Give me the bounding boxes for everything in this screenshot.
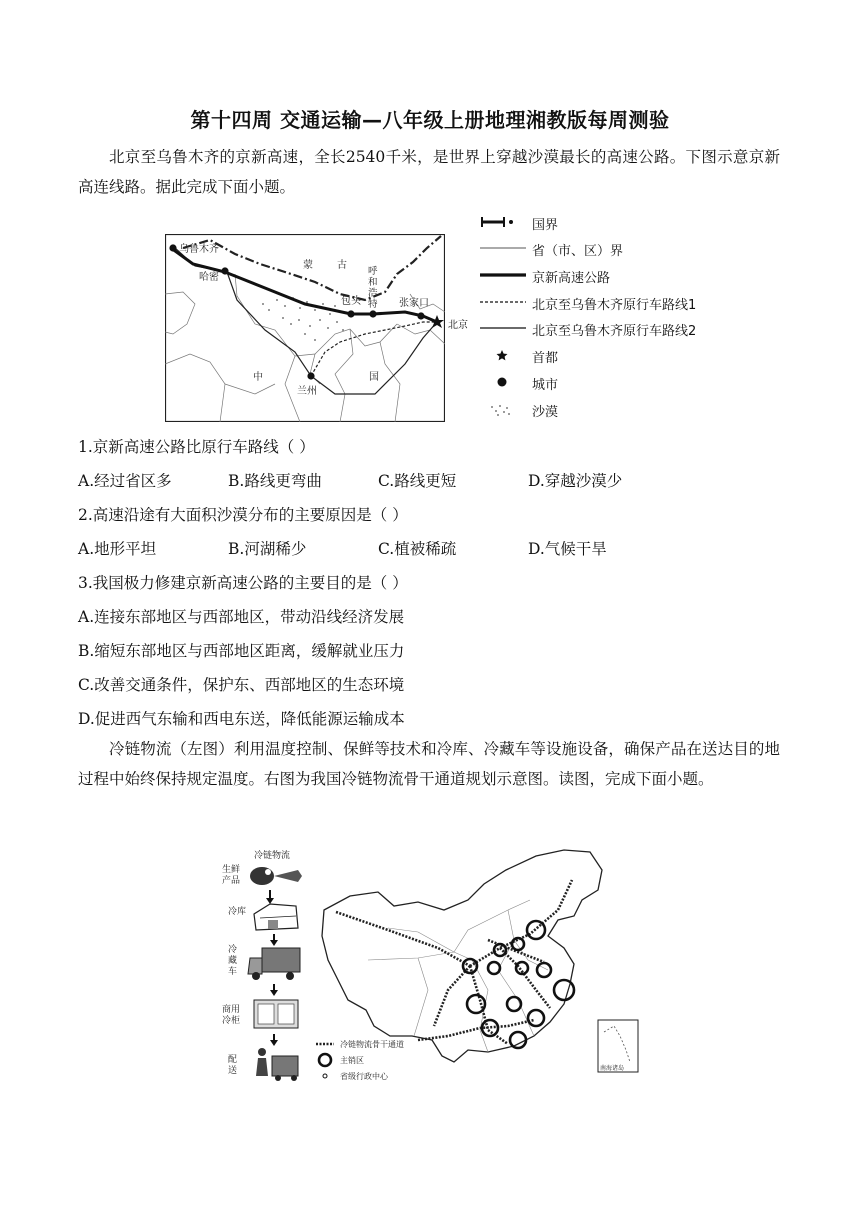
q3-option-a: A.连接东部地区与西部地区，带动沿线经济发展 — [78, 608, 405, 626]
svg-text:浩: 浩 — [368, 288, 378, 299]
legend-item — [478, 345, 738, 365]
step-fresh-produce: 生鲜 — [222, 865, 241, 875]
step-commercial-freezer: 商用 — [222, 1005, 241, 1015]
legend-label: 首都 — [532, 351, 559, 366]
legend-item — [478, 265, 738, 285]
svg-text:冷柜: 冷柜 — [222, 1016, 241, 1026]
svg-text:和: 和 — [368, 277, 378, 288]
svg-text:呼: 呼 — [368, 266, 378, 277]
legend-label: 北京至乌鲁木齐原行车路线1 — [532, 298, 697, 313]
city-dot-icon — [478, 372, 528, 392]
intro-paragraph-1: 北京至乌鲁木齐的京新高速，全长2540千米，是世界上穿越沙漠最长的高速公路。下图示意京新高连线路。据此完成下面小题。 — [78, 148, 780, 196]
provincial-border-icon — [478, 238, 528, 258]
step-delivery: 配 — [228, 1055, 238, 1065]
cold-chain-figure — [218, 840, 658, 1090]
q3-option-d: D.促进西气东输和西电东送，降低能源运输成本 — [78, 710, 405, 728]
legend-label: 省级行政中心 — [340, 1072, 388, 1081]
step-cold-storage: 冷库 — [228, 907, 247, 917]
route1-icon — [478, 292, 528, 312]
legend-item — [478, 372, 738, 392]
label-hami: 哈密 — [199, 272, 219, 283]
expressway-icon — [478, 265, 528, 285]
main-market-legend-icon — [319, 1054, 331, 1066]
warehouse-icon — [254, 904, 298, 930]
question-2: 2.高速沿途有大面积沙漠分布的主要原因是（ ） — [78, 506, 408, 524]
svg-text:特: 特 — [368, 299, 378, 310]
label-beijing: 北京 — [448, 320, 468, 331]
china-outline — [322, 850, 602, 1062]
legend-item — [478, 292, 738, 312]
desert-dots-icon — [478, 399, 528, 419]
svg-text:产品: 产品 — [222, 876, 241, 886]
refrigerated-truck-icon — [248, 948, 300, 980]
svg-text:车: 车 — [228, 967, 238, 977]
legend-label: 城市 — [532, 378, 559, 393]
inset-label: 南海诸岛 — [600, 1065, 625, 1072]
legend-label: 北京至乌鲁木齐原行车路线2 — [532, 324, 697, 339]
label-urumqi: 乌鲁木齐 — [179, 244, 219, 255]
label-meng: 蒙 — [303, 260, 313, 271]
label-guo: 国 — [369, 372, 379, 383]
legend-label: 沙漠 — [532, 405, 559, 420]
svg-text:送: 送 — [228, 1066, 238, 1076]
legend-label: 省（市、区）界 — [532, 244, 624, 259]
question-1: 1.京新高速公路比原行车路线（ ） — [78, 438, 315, 456]
question-3: 3.我国极力修建京新高速公路的主要目的是（ ） — [78, 574, 408, 592]
q1-option-b: B.路线更弯曲 — [228, 472, 322, 490]
fig2-legend — [316, 1039, 404, 1081]
label-zhong: 中 — [253, 372, 263, 383]
intro-paragraph-2: 冷链物流（左图）利用温度控制、保鲜等技术和冷库、冷藏车等设施设备，确保产品在送达目的地过程中始终保持规定温度。右图为我国冷链物流骨干通道规划示意图。读图，完成下面小题。 — [78, 740, 780, 788]
expressway-route-map — [165, 234, 445, 422]
legend-label: 国界 — [532, 218, 559, 233]
national-border-icon — [478, 212, 528, 232]
svg-text:藏: 藏 — [228, 956, 238, 966]
label-gu: 古 — [337, 260, 347, 271]
capital-star-icon — [478, 345, 528, 365]
route2-icon — [478, 318, 528, 338]
fresh-produce-icon — [250, 867, 302, 885]
label-baotou: 包头 — [341, 296, 361, 307]
q3-option-b: B.缩短东部地区与西部地区距离，缓解就业压力 — [78, 642, 405, 660]
q2-option-d: D.气候干旱 — [528, 540, 607, 558]
q3-option-c: C.改善交通条件，保护东、西部地区的生态环境 — [78, 676, 405, 694]
q1-option-d: D.穿越沙漠少 — [528, 472, 623, 490]
legend-item — [478, 212, 738, 232]
legend-item — [478, 399, 738, 419]
q2-option-b: B.河湖稀少 — [228, 540, 307, 558]
commercial-freezer-icon — [254, 1000, 298, 1028]
legend-item — [478, 318, 738, 338]
q1-option-c: C.路线更短 — [378, 472, 457, 490]
step-refrigerated-truck: 冷 — [228, 945, 238, 955]
q2-option-c: C.植被稀疏 — [378, 540, 457, 558]
label-lanzhou: 兰州 — [297, 386, 317, 397]
label-zhangjiakou: 张家口 — [399, 298, 429, 309]
delivery-person-icon — [256, 1048, 298, 1081]
q2-option-a: A.地形平坦 — [78, 540, 157, 558]
legend-label: 京新高速公路 — [532, 271, 611, 286]
q1-option-a: A.经过省区多 — [78, 472, 172, 490]
chain-title: 冷链物流 — [254, 851, 291, 861]
page-title: 第十四周 交通运输—八年级上册地理湘教版每周测验 — [190, 108, 670, 132]
legend-item — [478, 238, 738, 258]
legend-label: 冷链物流骨干通道 — [340, 1040, 404, 1049]
label-hohhot-vertical — [368, 265, 378, 310]
capital-dot-legend-icon — [323, 1074, 327, 1078]
legend-label: 主销区 — [340, 1056, 364, 1065]
